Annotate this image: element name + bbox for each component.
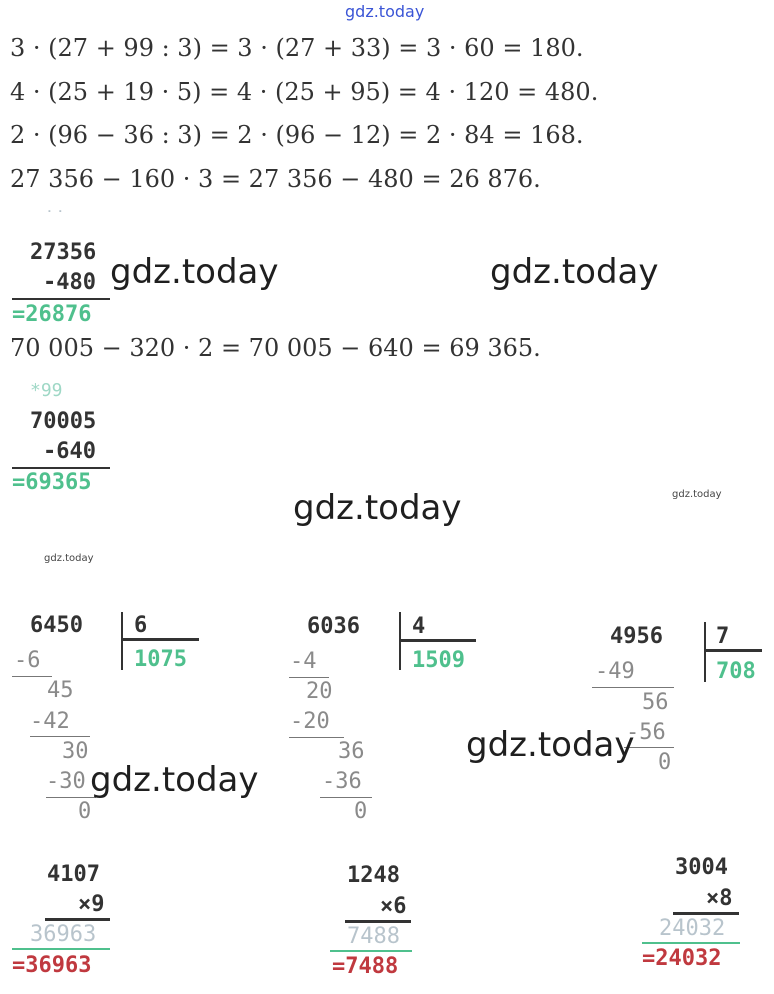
mul1-top: 4107 [47, 862, 100, 887]
mul1-rule [45, 918, 110, 921]
watermark-small-2: gdz.today [44, 553, 94, 564]
div2-divisor: 4 [412, 614, 426, 639]
div3-dividend: 4956 [610, 624, 663, 649]
div1-step-3: -42 [30, 709, 70, 734]
mul3-green-rule [642, 942, 740, 944]
sub1-carry: ˙˙ [44, 208, 66, 229]
watermark-4: gdz.today [90, 760, 259, 800]
equation-line-2: 4 · (25 + 19 · 5) = 4 · (25 + 95) = 4 · 120 = 480. [10, 78, 599, 106]
div1-dividend: 6450 [30, 613, 83, 638]
mul2-top: 1248 [347, 863, 400, 888]
div3-divisor-rule [706, 649, 762, 652]
mul1-multiplier: ×9 [78, 892, 105, 917]
div2-line-3 [320, 797, 372, 798]
mul3-top: 3004 [675, 855, 728, 880]
div1-divisor-rule [123, 638, 199, 641]
div2-line-2 [289, 737, 344, 738]
watermark-small-1: gdz.today [672, 489, 722, 500]
equation-line-4: 27 356 − 160 · 3 = 27 356 − 480 = 26 876. [10, 165, 541, 193]
div3-step-3: -56 [626, 720, 666, 745]
mul2-partial: 7488 [347, 924, 400, 949]
div3-step-1: -49 [595, 659, 635, 684]
div2-step-1: -4 [290, 649, 317, 674]
div2-dividend: 6036 [307, 614, 360, 639]
div2-divisor-rule [401, 639, 476, 642]
watermark-top: gdz.today [345, 2, 425, 21]
div1-line-1 [12, 676, 52, 677]
sub2-carry: *99 [30, 380, 63, 401]
mul2-rule [345, 920, 411, 923]
sub2-top: 70005 [30, 409, 97, 434]
sub2-rule [12, 467, 110, 469]
div1-step-5: -30 [46, 769, 86, 794]
sub1-result: =26876 [12, 302, 92, 327]
div2-step-6: 0 [354, 799, 368, 824]
div2-quotient: 1509 [412, 648, 465, 673]
sub2-subtrahend: -640 [43, 439, 96, 464]
mul3-partial: 24032 [659, 916, 726, 941]
watermark-2: gdz.today [490, 252, 659, 292]
div3-step-2: 56 [642, 690, 669, 715]
watermark-5: gdz.today [466, 725, 635, 765]
div3-step-4: 0 [658, 750, 672, 775]
mul3-rule [673, 912, 739, 915]
div1-quotient: 1075 [134, 647, 187, 672]
div1-step-2: 45 [47, 678, 74, 703]
mul1-green-rule [12, 948, 110, 950]
div2-step-2: 20 [306, 679, 333, 704]
mul3-multiplier: ×8 [706, 886, 733, 911]
mul1-result: =36963 [12, 953, 92, 978]
div1-step-6: 0 [78, 799, 92, 824]
div3-bar [704, 622, 706, 682]
div1-step-4: 30 [62, 739, 89, 764]
div3-quotient: 708 [716, 659, 756, 684]
watermark-3: gdz.today [293, 488, 462, 528]
mul1-partial: 36963 [30, 922, 97, 947]
div2-step-4: 36 [338, 739, 365, 764]
mul2-green-rule [330, 950, 412, 952]
div1-step-1: -6 [14, 648, 41, 673]
equation-line-3: 2 · (96 − 36 : 3) = 2 · (96 − 12) = 2 · 84 = 168. [10, 121, 584, 149]
mul3-result: =24032 [642, 946, 722, 971]
div1-bar [121, 612, 123, 670]
mul2-multiplier: ×6 [380, 894, 407, 919]
div1-divisor: 6 [134, 613, 148, 638]
equation-line-5: 70 005 − 320 · 2 = 70 005 − 640 = 69 365. [10, 334, 541, 362]
sub1-top: 27356 [30, 240, 97, 265]
div2-step-3: -20 [290, 709, 330, 734]
sub1-subtrahend: -480 [43, 270, 96, 295]
equation-line-1: 3 · (27 + 99 : 3) = 3 · (27 + 33) = 3 · 60 = 180. [10, 34, 584, 62]
div2-line-1 [289, 677, 329, 678]
watermark-1: gdz.today [110, 252, 279, 292]
div3-line-1 [592, 687, 674, 688]
mul2-result: =7488 [332, 954, 399, 979]
div2-step-5: -36 [322, 769, 362, 794]
sub1-rule [12, 298, 110, 300]
sub2-result: =69365 [12, 470, 92, 495]
div1-line-2 [30, 736, 90, 737]
div1-line-3 [46, 797, 96, 798]
div3-divisor: 7 [716, 624, 730, 649]
